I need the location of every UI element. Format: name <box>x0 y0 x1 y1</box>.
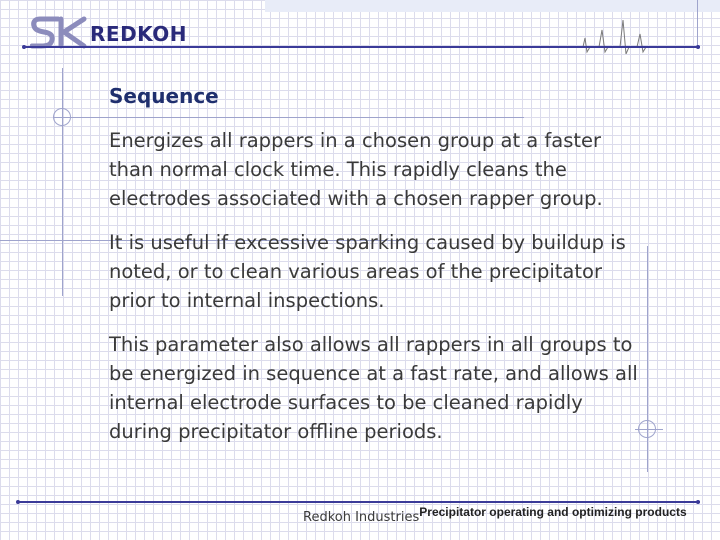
paragraph-3: This parameter also allows all rappers in all groups to be energized in sequence at a fast rate, and allows all internal electrode surfaces to be cleaned rapidly during precipitator offline periods. <box>109 333 638 443</box>
footer-tagline: Precipitator operating and optimizing products <box>419 505 687 519</box>
paragraph-1: Energizes all rappers in a chosen group at a faster than normal clock time. This rapidly cleans the electrodes associated with a chosen rapper group. <box>109 129 603 210</box>
sk-monogram-icon <box>30 16 88 50</box>
slide-body <box>109 126 649 461</box>
footer-company: Redkoh Industries <box>303 510 420 525</box>
slide-title: Sequence <box>109 84 219 108</box>
footer-rule-end-left <box>16 500 20 504</box>
left-vertical-line <box>62 68 63 296</box>
left-crosshair-ring <box>53 108 71 126</box>
footer-rule-end-right <box>696 500 700 504</box>
corner-vertical-line <box>697 0 698 48</box>
header-rule-end-right <box>696 45 700 49</box>
logo-text: REDKOH <box>90 22 188 46</box>
top-accent-band <box>265 0 720 12</box>
header-rule <box>24 46 700 48</box>
paragraph-2: It is useful if excessive sparking caused by buildup is noted, or to clean various areas of the precipitator prior to internal inspections. <box>109 231 626 312</box>
ecg-waveform-icon <box>575 14 665 54</box>
header-rule-end-left <box>22 45 26 49</box>
footer-rule <box>18 501 700 503</box>
title-underline <box>54 117 524 118</box>
footer <box>303 506 687 525</box>
